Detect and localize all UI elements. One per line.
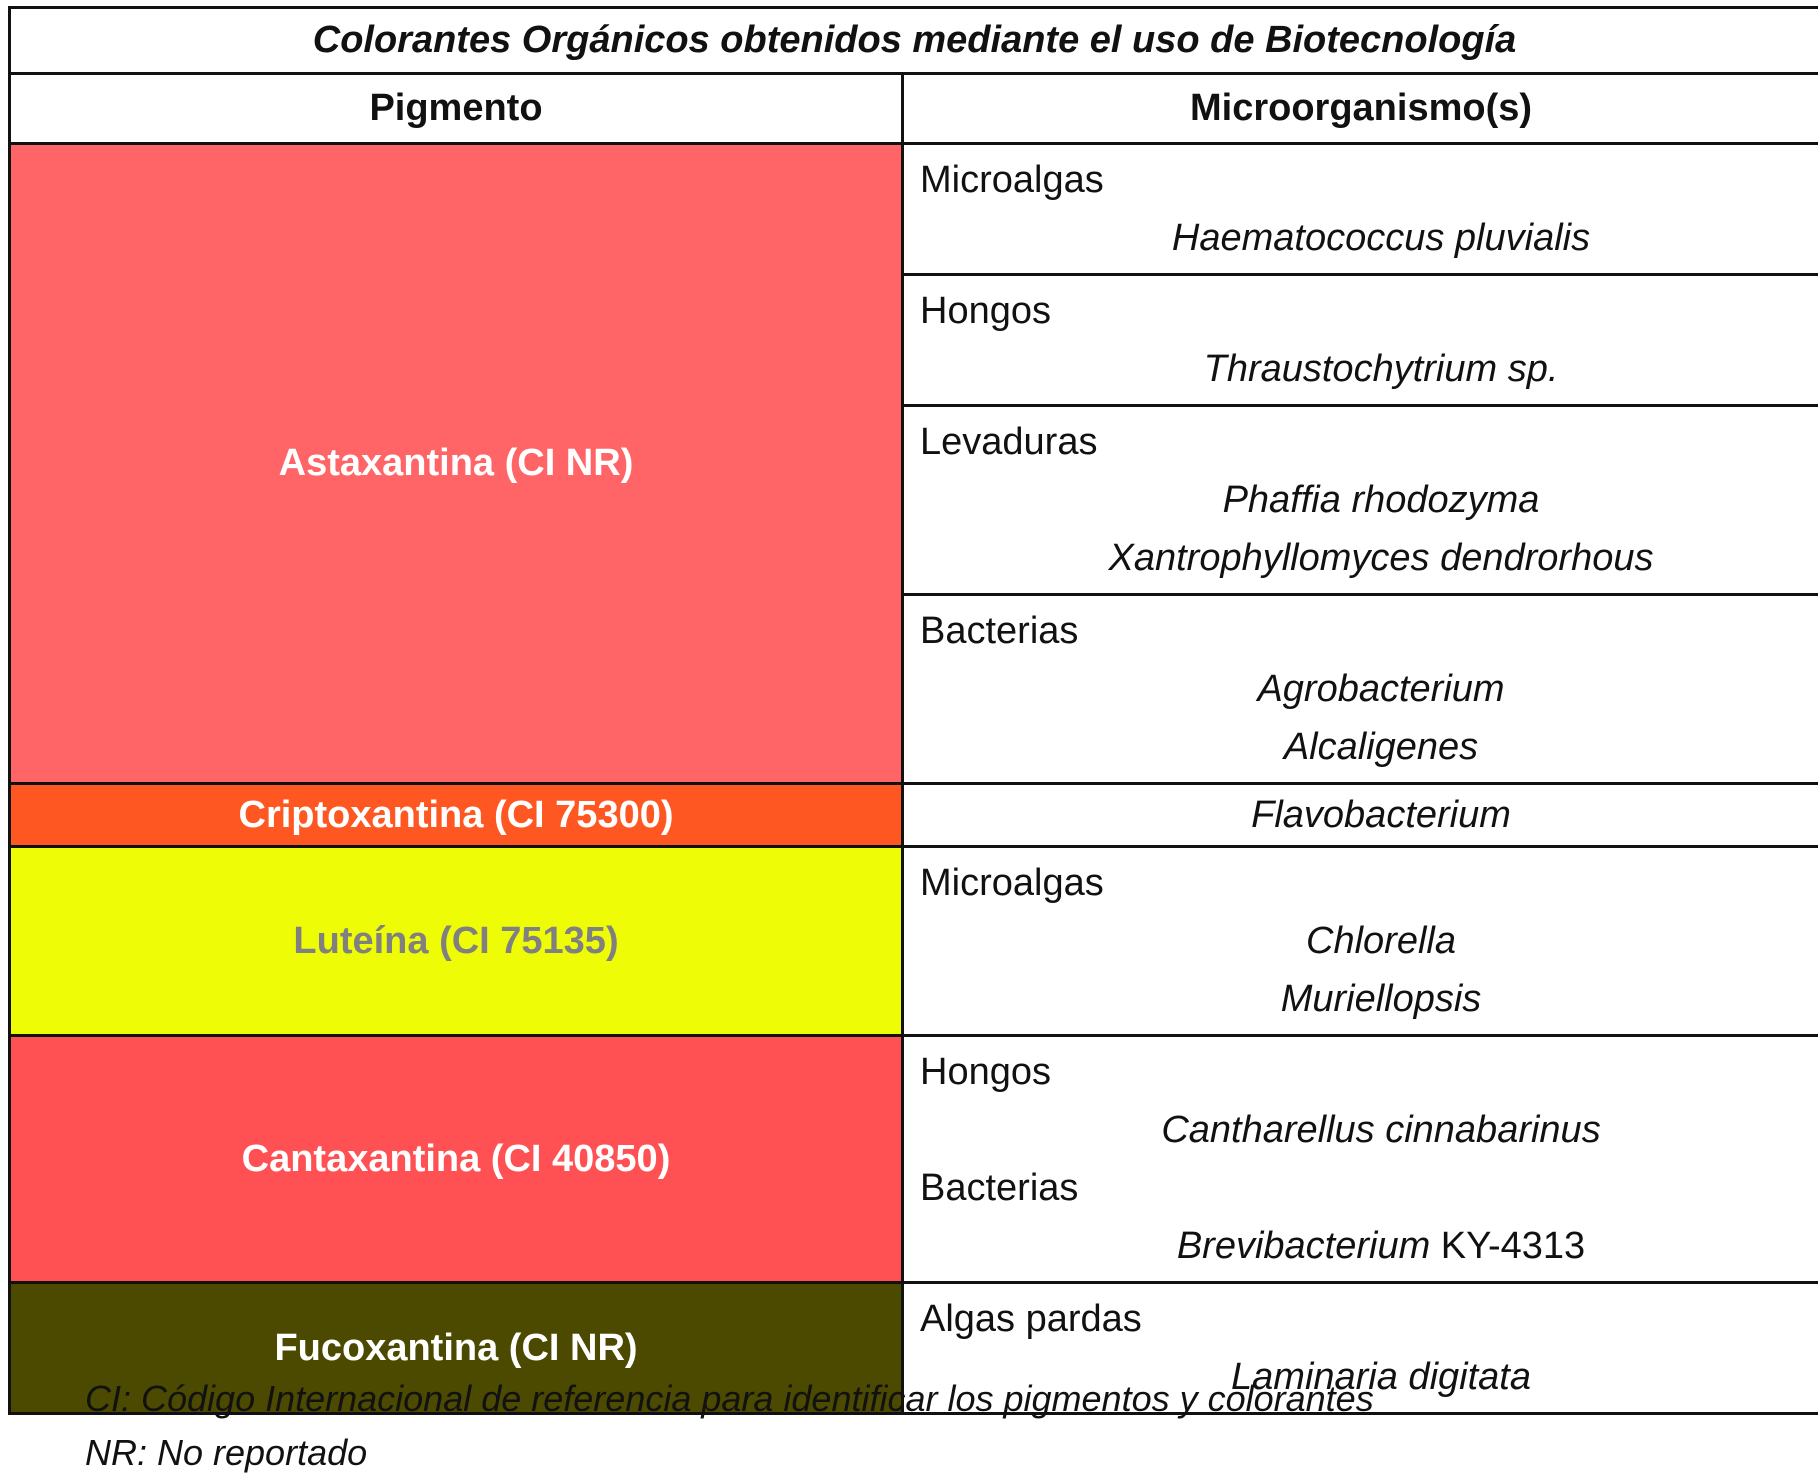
organism-name: Muriellopsis bbox=[1281, 978, 1482, 1020]
header-microorganisms: Microorganismo(s) bbox=[903, 74, 1818, 144]
pigments-table bbox=[8, 6, 1818, 1415]
organism-line bbox=[904, 340, 1818, 398]
microorganism-cell bbox=[903, 144, 1818, 784]
footnotes bbox=[85, 1372, 1374, 1480]
pigment-cell: Criptoxantina (CI 75300) bbox=[10, 784, 903, 847]
table-row bbox=[10, 1036, 1818, 1283]
header-pigment: Pigmento bbox=[10, 74, 903, 144]
organism-line bbox=[904, 660, 1818, 718]
organism-line bbox=[904, 529, 1818, 587]
organism-group bbox=[904, 1159, 1818, 1281]
organism-name: Brevibacterium bbox=[1177, 1225, 1430, 1267]
strain-code: KY-4313 bbox=[1441, 1225, 1585, 1267]
group-label: Algas pardas bbox=[904, 1290, 1818, 1348]
pigment-cell: Cantaxantina (CI 40850) bbox=[10, 1036, 903, 1283]
organism-name: Haematococcus pluvialis bbox=[1172, 217, 1590, 259]
organism-group bbox=[904, 145, 1818, 273]
organism-name: Xantrophyllomyces dendrorhous bbox=[1109, 537, 1654, 579]
table-row bbox=[10, 784, 1818, 847]
organism-line bbox=[904, 718, 1818, 776]
group-label: Hongos bbox=[904, 282, 1818, 340]
organism-line bbox=[904, 1217, 1818, 1275]
organism-line bbox=[904, 912, 1818, 970]
organism-name: Laminaria digitata bbox=[1231, 1356, 1531, 1398]
group-label: Microalgas bbox=[904, 151, 1818, 209]
table-row bbox=[10, 847, 1818, 1036]
microorganism-cell bbox=[903, 784, 1818, 847]
pigment-cell: Luteína (CI 75135) bbox=[10, 847, 903, 1036]
organism-line bbox=[904, 209, 1818, 267]
group-label: Hongos bbox=[904, 1043, 1818, 1101]
organism-group bbox=[904, 593, 1818, 782]
organism-line bbox=[904, 970, 1818, 1028]
group-label: Levaduras bbox=[904, 413, 1818, 471]
pigment-cell: Astaxantina (CI NR) bbox=[10, 144, 903, 784]
group-label: Bacterias bbox=[904, 1159, 1818, 1217]
organism-name: Flavobacterium bbox=[904, 785, 1818, 845]
microorganism-cell bbox=[903, 1036, 1818, 1283]
organism-name: Thraustochytrium sp. bbox=[1204, 348, 1559, 390]
organism-line bbox=[904, 471, 1818, 529]
group-label: Microalgas bbox=[904, 854, 1818, 912]
footnote-nr: NR: No reportado bbox=[85, 1426, 1374, 1480]
microorganism-cell bbox=[903, 847, 1818, 1036]
organism-name: Alcaligenes bbox=[1284, 726, 1478, 768]
pigment-cell: Fucoxantina (CI NR) bbox=[10, 1283, 903, 1414]
table-title: Colorantes Orgánicos obtenidos mediante el uso de Biotecnología bbox=[10, 8, 1818, 74]
footnote-ci: CI: Código Internacional de referencia para identificar los pigmentos y colorantes bbox=[85, 1372, 1374, 1426]
organism-group bbox=[904, 404, 1818, 593]
organism-name: Agrobacterium bbox=[1257, 668, 1504, 710]
organism-name: Chlorella bbox=[1306, 920, 1456, 962]
group-label: Bacterias bbox=[904, 602, 1818, 660]
organism-line bbox=[904, 1101, 1818, 1159]
organism-group bbox=[904, 273, 1818, 404]
organism-name: Cantharellus cinnabarinus bbox=[1161, 1109, 1600, 1151]
organism-group bbox=[904, 848, 1818, 1034]
organism-group bbox=[904, 1037, 1818, 1159]
organism-name: Phaffia rhodozyma bbox=[1223, 479, 1540, 521]
table-row bbox=[10, 144, 1818, 784]
